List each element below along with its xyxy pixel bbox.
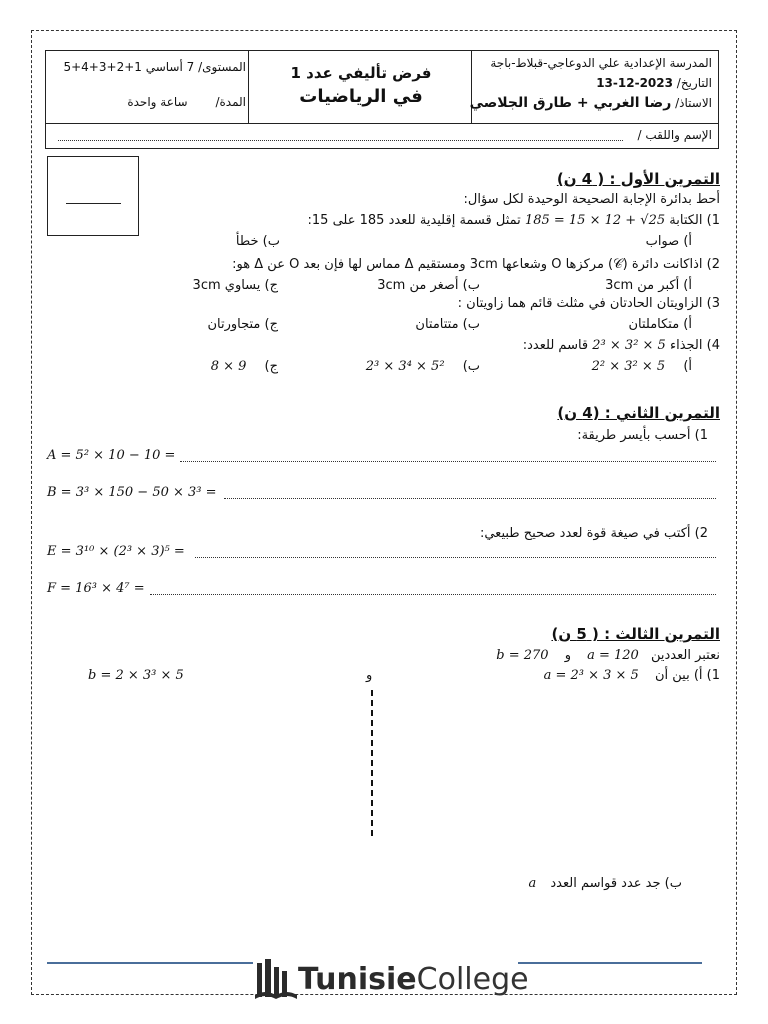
question-text: قاسم للعدد: [522,338,589,353]
expr-A: A = 5² × 10 − 10 = [47,448,176,463]
ex1-q1-option-a[interactable]: أ) صواب [645,234,692,249]
exam-subject: في الرياضيات [299,86,423,107]
ex3-intro [496,648,720,663]
and-text: و [564,648,571,663]
answer-line-B[interactable] [224,498,716,499]
ex2-title: التمرين الثاني : (4 ن) [557,404,720,422]
exam-title: فرض تأليفي عدد 1 [290,64,432,82]
intro-text: نعتبر العددين [650,648,720,663]
question-math: 2³ × 3² × 5 [592,338,666,353]
brand-logo-text [298,962,529,997]
question-text: 1) أ) بين أن [654,668,720,683]
option-label: ب) [462,359,480,374]
level-label: المستوى/ [198,60,246,74]
b-value: b = 270 [496,648,549,663]
duration-row [127,95,246,109]
ex1-q2-option-b[interactable]: ب) أصغر من 3cm [377,278,480,293]
ex1-q3 [458,296,720,311]
expr-E: E = 3¹⁰ × (2³ × 3)⁵ = [47,544,185,559]
ex1-q4-option-a[interactable] [592,359,692,374]
ex1-title: التمرين الأول : ( 4 ن) [556,170,720,188]
grade-box[interactable] [47,156,139,236]
ex1-q2-option-a[interactable]: أ) أكبر من 3cm [605,278,692,293]
brand-light: College [416,962,529,997]
expr-B: B = 3³ × 150 − 50 × 3³ = [47,485,217,500]
footer-line-left [47,962,253,964]
teacher-label: الاستاذ/ [675,96,712,110]
answer-line-E[interactable] [195,557,716,558]
option-label: ج) [264,359,278,374]
answer-line-F[interactable] [150,594,716,595]
ex1-q1 [308,213,721,228]
question-number: 1) [706,213,720,228]
option-label: أ) [683,359,692,374]
footer-line-right [518,962,702,964]
ex1-q4-option-c[interactable] [211,359,278,374]
school-name: المدرسة الإعدادية علي الدوعاجي-قبلاط-باجة [490,56,712,70]
question-number: 3) [706,296,720,311]
b-decomposition: b = 2 × 3³ × 5 [88,668,184,683]
ex1-q3-option-c[interactable]: ج) متجاورتان [207,317,278,332]
ex1-q3-option-b[interactable]: ب) متتامتان [415,317,480,332]
a-decomposition: a = 2³ × 3 × 5 [543,668,639,683]
book-logo-icon [255,957,297,1002]
ex1-q4-option-b[interactable] [366,359,480,374]
answer-line-A[interactable] [180,461,716,462]
question-text: الكتابة [669,213,703,228]
ex1-q4 [523,338,720,353]
ex1-q1-option-b[interactable]: ب) خطأ [235,234,280,249]
level-value: 7 أساسي 1+2+3+4+5 [63,60,195,74]
divider [46,123,718,124]
date-row [596,76,712,90]
ex1-q2-option-c[interactable]: ج) يساوي 3cm [192,278,278,293]
question-number: 4) [706,338,720,353]
ex3-q1 [544,668,720,683]
duration-label: المدة/ [215,95,246,109]
question-text: ب) جد عدد قواسم العدد [550,876,682,891]
ex2-q1: 1) أحسب بأيسر طريقة: [577,428,708,443]
question-number: 2) [706,257,720,272]
ex3-title: التمرين الثالث : ( 5 ن) [551,625,720,643]
teacher-value: رضا الغربي + طارق الجلاصي [469,95,672,111]
question-text: اذاكانت دائرة (𝒞) مركزها O وشعاعها 3cm ومستقيم Δ مماس لها فإن بعد O عن Δ هو: [232,257,703,272]
a-value: a = 120 [587,648,639,663]
option-math: 2³ × 3⁴ × 5² [365,359,445,374]
column-divider [371,690,373,836]
ex1-q2 [232,257,720,272]
ex3-q1b [528,876,682,891]
question-text: تمثل قسمة إقليدية للعدد 185 على 15: [307,213,521,228]
option-math: 8 × 9 [210,359,247,374]
name-field-dots[interactable] [58,140,623,141]
option-math: 2² × 3² × 5 [591,359,666,374]
duration-value: ساعة واحدة [127,95,188,109]
ex1-instruction: أحط بدائرة الإجابة الصحيحة الوحيدة لكل سؤال: [463,192,720,207]
divider [248,51,249,123]
brand-bold: Tunisie [298,962,417,997]
date-label: التاريخ/ [676,76,712,90]
var-a: a [528,876,537,891]
name-label: الإسم واللقب / [637,128,712,142]
teacher-row [470,95,712,111]
ex3-and: و [366,668,373,683]
expr-F: F = 16³ × 4⁷ = [47,581,145,596]
question-text: الجذاء [669,338,703,353]
question-math: 185 = 15 × 12 + √25 [524,213,666,228]
date-value: 2023-12-13 [596,76,673,90]
question-text: الزاويتان الحادتان في مثلث قائم هما زاويتان : [457,296,703,311]
level-row [63,60,246,74]
ex2-q2: 2) أكتب في صيغة قوة لعدد صحيح طبيعي: [479,526,708,541]
ex1-q3-option-a[interactable]: أ) متكاملتان [628,317,692,332]
